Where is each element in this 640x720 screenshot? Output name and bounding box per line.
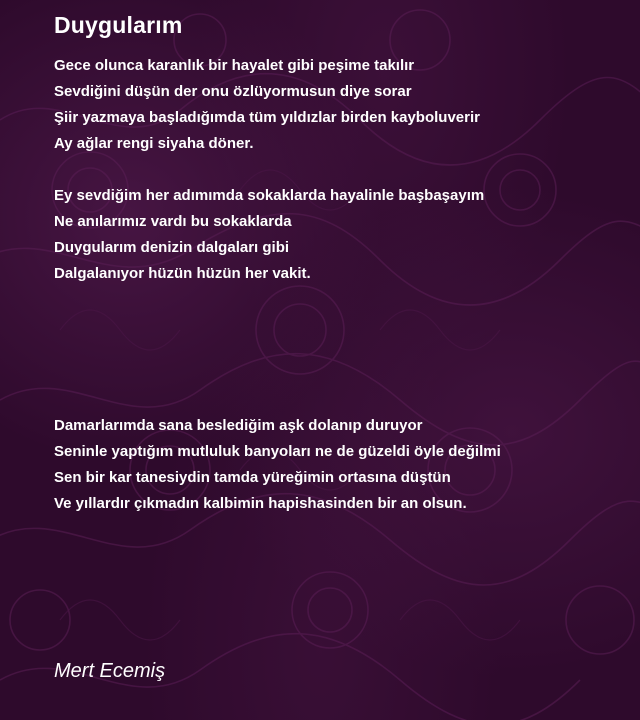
poem-line: Şiir yazmaya başladığımda tüm yıldızlar birden kayboluverir <box>54 109 480 126</box>
poem-line: Seninle yaptığım mutluluk banyoları ne de güzeldi öyle değilmi <box>54 443 501 460</box>
poem-line: Ve yıllardır çıkmadın kalbimin hapishasinden bir an olsun. <box>54 495 467 512</box>
poem-title: Duygularım <box>54 12 183 38</box>
poem-stanza-3 <box>54 413 501 517</box>
poem-line: Damarlarımda sana beslediğim aşk dolanıp duruyor <box>54 417 423 434</box>
poem-line: Ey sevdiğim her adımımda sokaklarda hayalinle başbaşayım <box>54 187 485 204</box>
poem-line: Gece olunca karanlık bir hayalet gibi peşime takılır <box>54 57 415 74</box>
poem-line: Sen bir kar tanesiydin tamda yüreğimin ortasına düştün <box>54 469 451 486</box>
poem-line: Sevdiğini düşün der onu özlüyormusun diye sorar <box>54 83 412 100</box>
poem-line: Duygularım denizin dalgaları gibi <box>54 239 290 256</box>
poem-line: Dalgalanıyor hüzün hüzün her vakit. <box>54 265 311 282</box>
poem-author: Mert Ecemiş <box>54 660 166 682</box>
poem-line: Ay ağlar rengi siyaha döner. <box>54 135 254 152</box>
poem-stanza-2 <box>54 183 484 287</box>
poem-line: Ne anılarımız vardı bu sokaklarda <box>54 213 292 230</box>
poem-stanza-1 <box>54 53 480 157</box>
